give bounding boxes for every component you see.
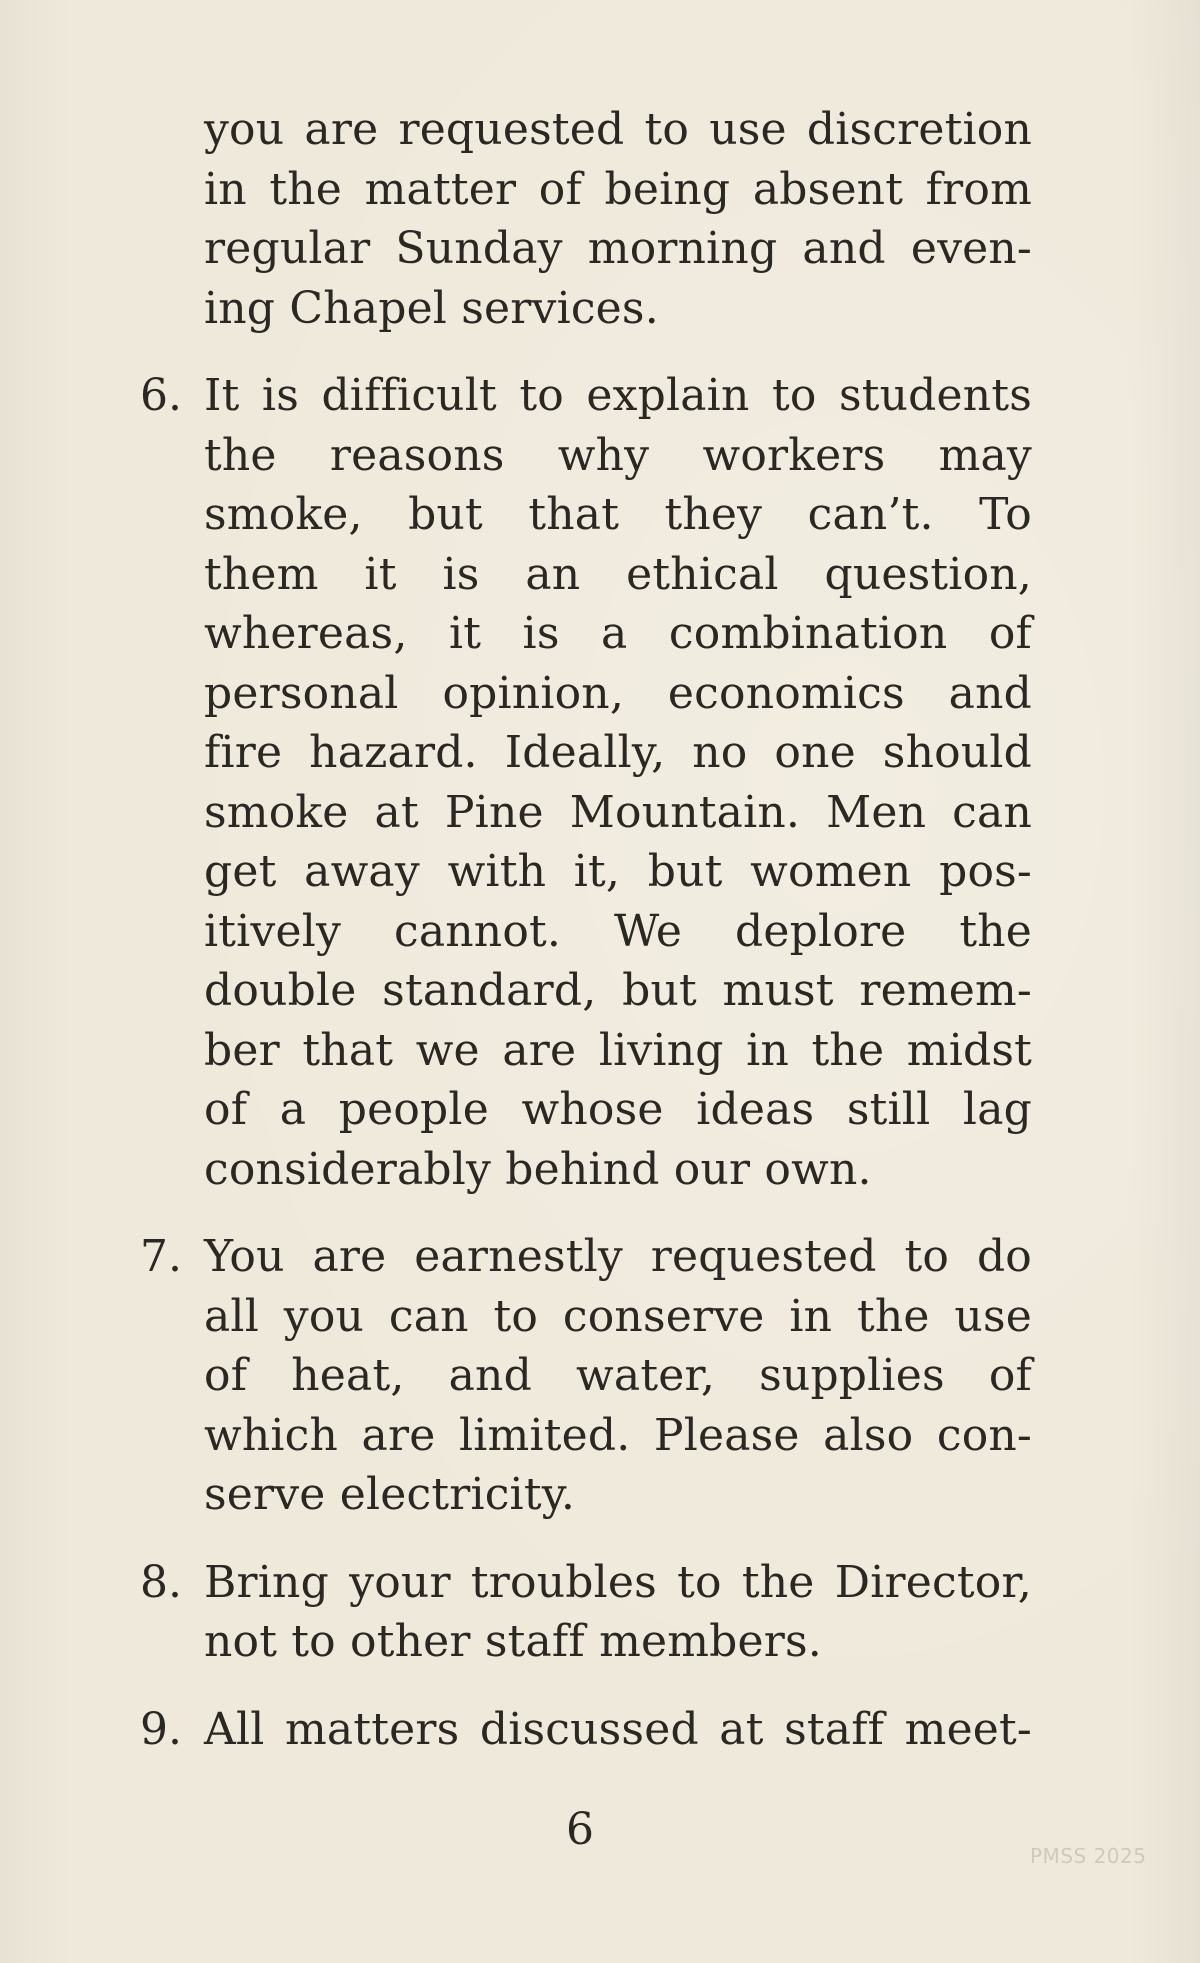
text-line: Bring your troubles to the Director,	[204, 1556, 1032, 1608]
continuation-paragraph	[140, 100, 1032, 338]
item-number: 9.	[140, 1703, 182, 1755]
item-number: 6.	[140, 370, 182, 421]
text-line: It is difficult to explain to students	[204, 370, 1032, 421]
page-text	[140, 100, 1032, 1787]
item-number: 7.	[140, 1231, 182, 1282]
text-line: you are requested to use discretion	[204, 104, 1032, 155]
text-line: which are limited. Please also con-	[204, 1409, 1032, 1461]
text-line: considerably behind our own.	[204, 1143, 872, 1195]
page-number: 6	[566, 1804, 594, 1855]
text-line: smoke at Pine Mountain. Men can	[204, 786, 1032, 838]
text-line: regular Sunday morning and even-	[204, 223, 1032, 274]
text-line: not to other staff members.	[204, 1616, 822, 1667]
list-item-9	[140, 1700, 1032, 1760]
text-line: itively cannot. We deplore the	[204, 905, 1032, 957]
text-line: get away with it, but women pos-	[204, 846, 1032, 897]
text-line: fire hazard. Ideally, no one should	[204, 727, 1032, 778]
text-line: double standard, but must remem-	[204, 965, 1032, 1016]
text-line: all you can to conserve in the use	[204, 1290, 1032, 1342]
list-item-8	[140, 1553, 1032, 1672]
text-line: personal opinion, economics and	[204, 667, 1032, 719]
text-line: of heat, and water, supplies of	[204, 1350, 1032, 1401]
item-number: 8.	[140, 1556, 182, 1608]
list-item-6	[140, 366, 1032, 1199]
text-line: ber that we are living in the midst	[204, 1024, 1032, 1076]
text-line: whereas, it is a combination of	[204, 608, 1032, 659]
text-line: smoke, but that they can’t. To	[204, 489, 1032, 540]
text-line: of a people whose ideas still lag	[204, 1084, 1032, 1135]
list-item-7	[140, 1227, 1032, 1525]
text-line: serve electricity.	[204, 1469, 576, 1520]
text-line: All matters discussed at staff meet-	[204, 1703, 1032, 1755]
text-line: in the matter of being absent from	[204, 163, 1032, 215]
watermark: PMSS 2025	[1030, 1844, 1147, 1868]
text-line: You are earnestly requested to do	[204, 1231, 1032, 1282]
text-line: the reasons why workers may	[204, 429, 1032, 481]
text-line: them it is an ethical question,	[204, 548, 1032, 600]
text-line: ing Chapel services.	[204, 282, 659, 334]
